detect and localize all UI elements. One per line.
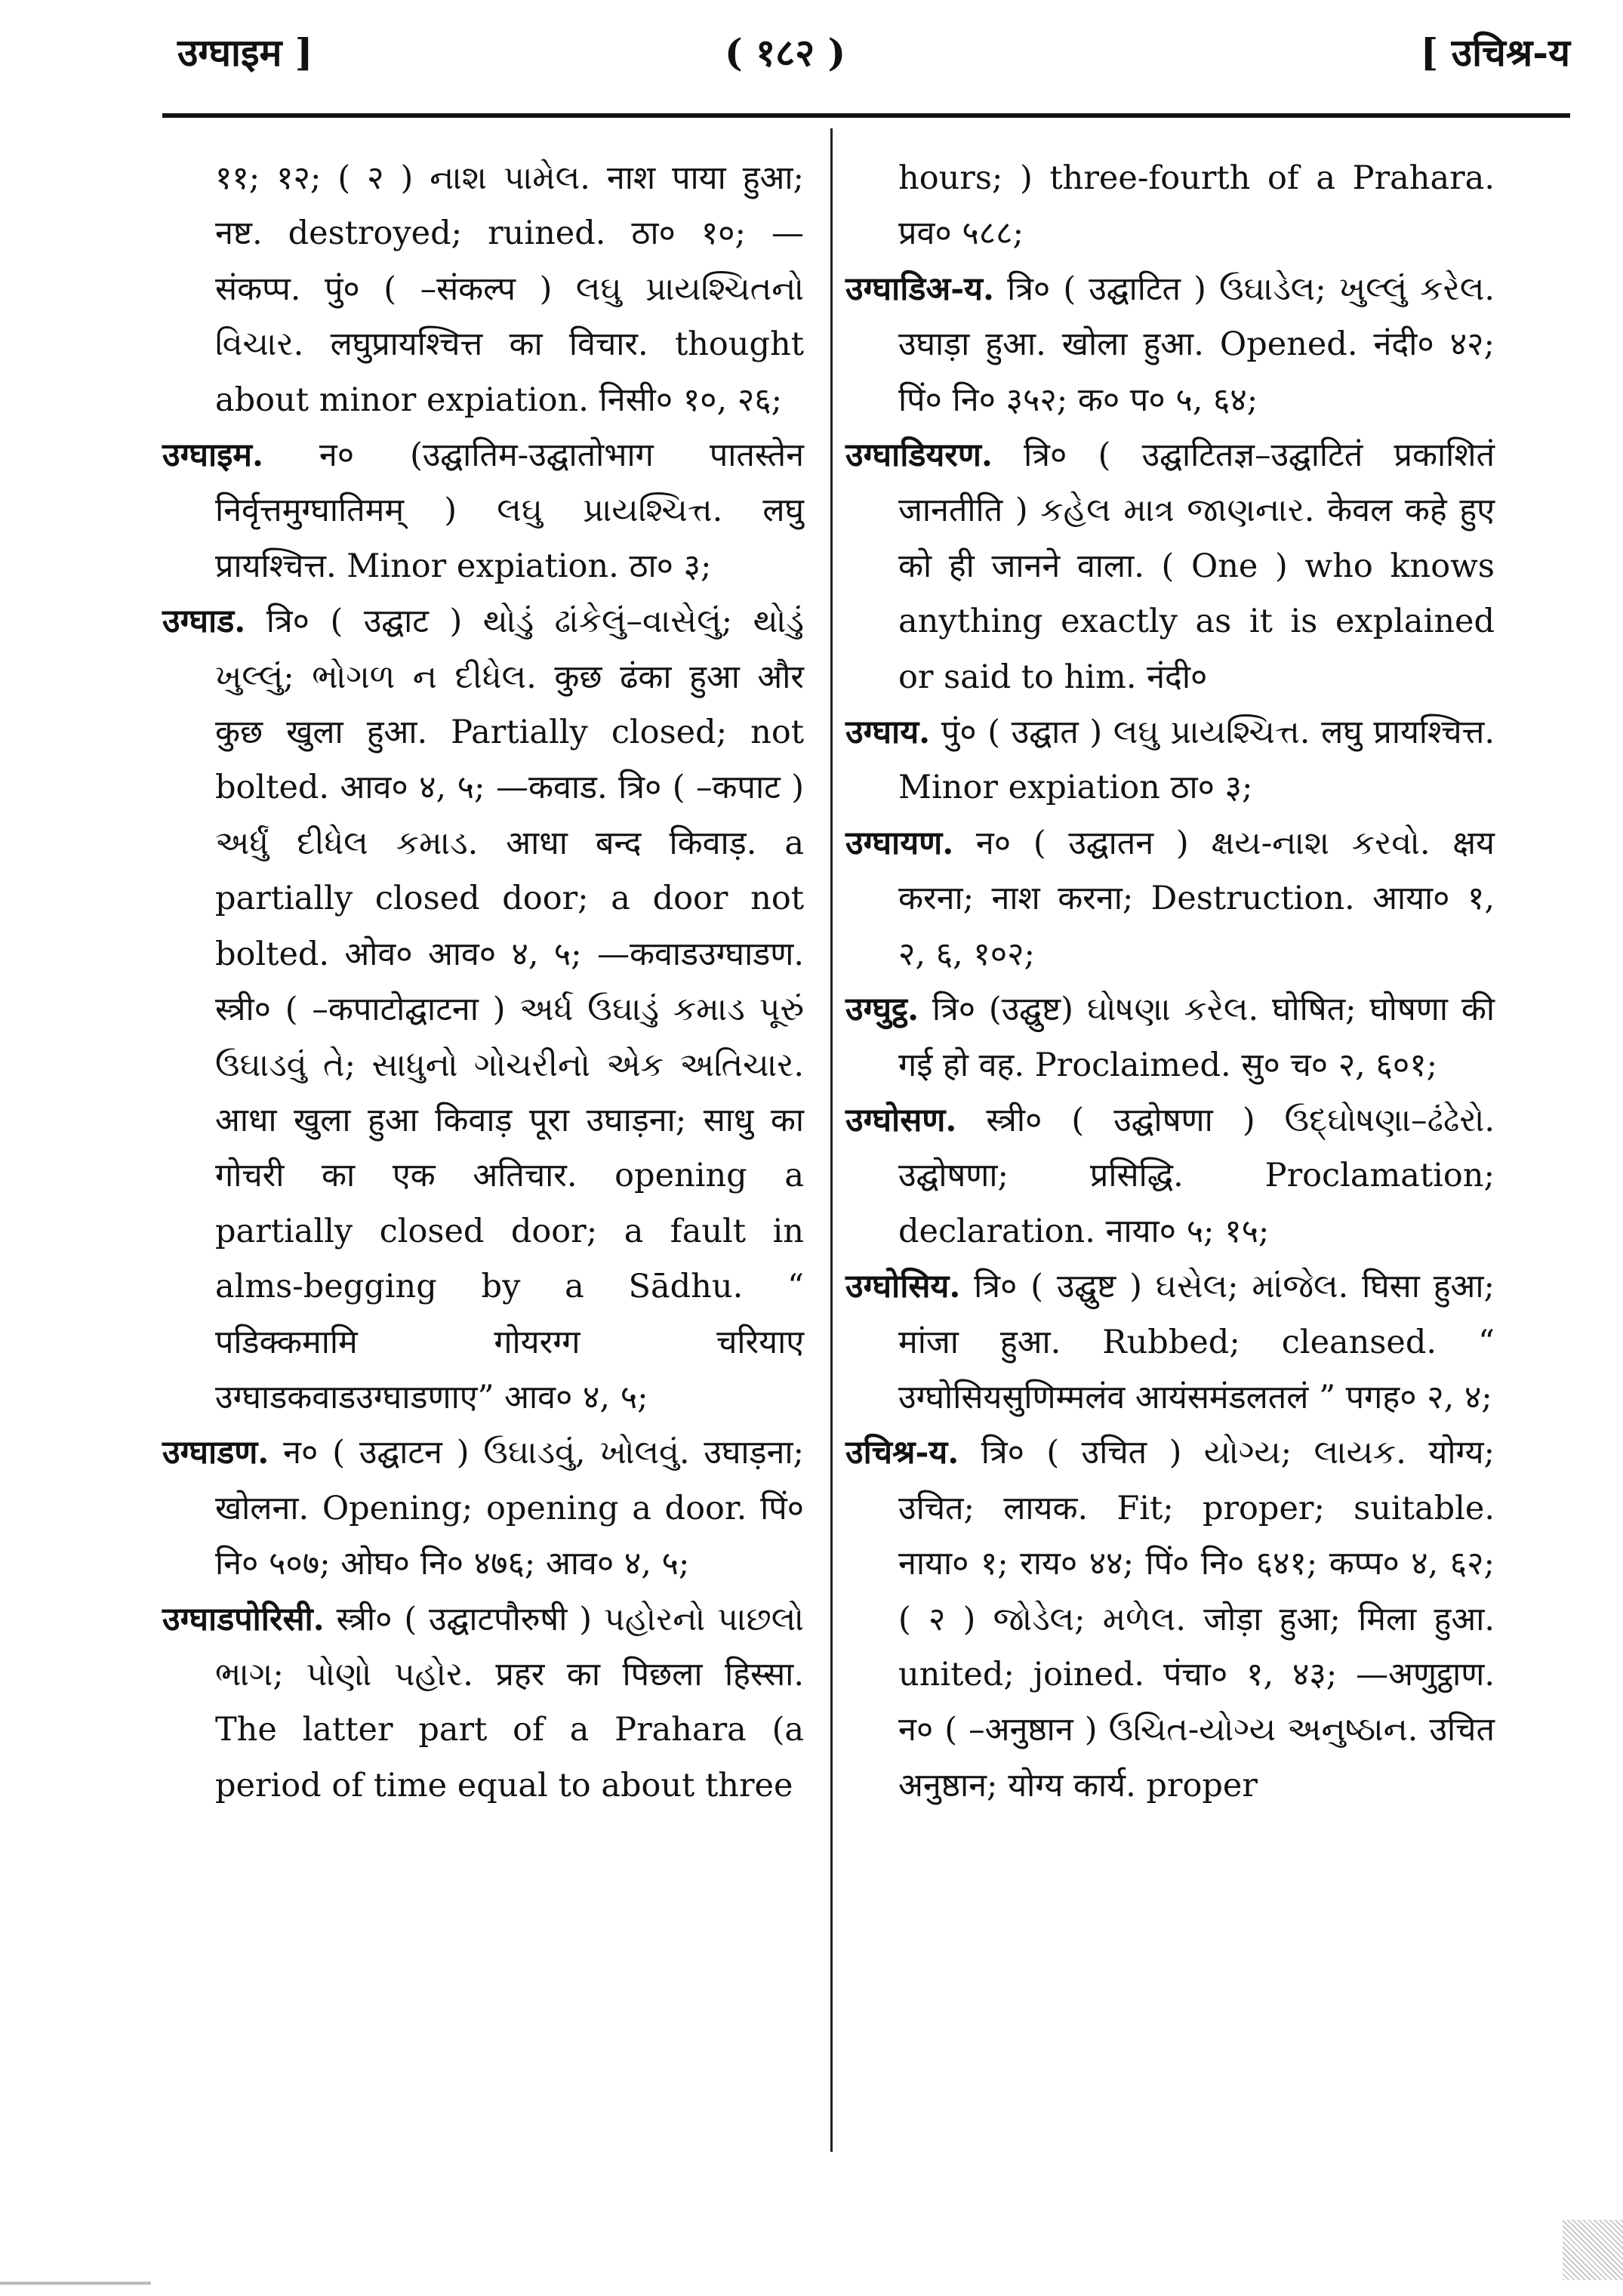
entry-text: न० ( उद्घातन ) ક્ષય-નાશ કરવો. क्षय करना; नाश करना; Destruction. आया० १, २, ६, १०२; xyxy=(898,824,1495,973)
entry-text: hours; ) three-fourth of a Prahara. प्रव० ५८८; xyxy=(898,159,1495,253)
scan-corner-mark xyxy=(1563,2220,1623,2280)
headword: उग्घायण. xyxy=(845,824,954,862)
headword: उग्घाड. xyxy=(162,603,246,641)
dictionary-entry xyxy=(845,1093,1495,1259)
dictionary-entry xyxy=(845,982,1495,1093)
entry-text: स्त्री० ( उद्घाटपौरुषी ) પહોરનો પાછલો ભાગ; પોણો પહોર. प्रहर का पिछला हिस्सा. The latter part of a Prahara (a period of time equal to about three xyxy=(215,1600,804,1804)
page-number: ( १८२ ) xyxy=(725,30,846,75)
right-column xyxy=(845,151,1495,1814)
headword: उग्घाइम. xyxy=(162,436,263,475)
headword: उग्घाडिअ-य. xyxy=(845,270,994,308)
headword: उग्घाय. xyxy=(845,713,931,752)
left-column xyxy=(162,151,804,1814)
dictionary-entry xyxy=(162,594,804,1425)
headword: उग्घाडियरण. xyxy=(845,436,993,475)
entry-text: स्त्री० ( उद्घोषणा ) ઉદ્ઘોષણા–ઢંઢેરો. उद्घोषणा; प्रसिद्धि. Proclamation; declaration. नाया० ५; १५; xyxy=(898,1101,1495,1250)
headword: उग्घुट्ठ. xyxy=(845,991,919,1029)
entry-text: त्रि० ( उद्घाटित ) ઉઘાડેલ; ખુલ્લું કરેલ. उघाड़ा हुआ. खोला हुआ. Opened. नंदी० ४२; पिं० नि० ३५२; क० प० ५, ६४; xyxy=(898,270,1495,419)
dictionary-entry xyxy=(845,151,1495,262)
dictionary-entry xyxy=(845,1259,1495,1425)
dictionary-entry xyxy=(845,816,1495,982)
dictionary-entry xyxy=(162,428,804,594)
running-head-right: [ उचिश्र-य xyxy=(1420,30,1570,75)
running-head-left: उग्घाइम ] xyxy=(177,30,313,75)
headword: उग्घाडण. xyxy=(162,1434,269,1472)
headword: उग्घाडपोरिसी. xyxy=(162,1600,325,1638)
headword: उचिश्र-य. xyxy=(845,1434,959,1472)
dictionary-entry xyxy=(162,1592,804,1814)
dictionary-entry xyxy=(845,705,1495,816)
column-divider xyxy=(830,128,833,2152)
entry-text: त्रि० ( उद्घुष्ट ) ઘસેલ; માંજેલ. घिसा हुआ; मांजा हुआ. Rubbed; cleansed. “ उग्घोसियसुणिम्मलंव आयंसमंडलतलं ” पगह० २, ४; xyxy=(898,1268,1495,1416)
scan-edge-mark xyxy=(0,2282,151,2285)
header-rule xyxy=(162,113,1570,118)
entry-text: त्रि० ( उद्घाट ) થોડું ઢાંકેલું–વાસેલું; થોડું ખુલ્લું; ભોગળ ન દીધેલ. कुछ ढंका हुआ और कुछ खुला हुआ. Partially closed; not bolted. आव० ४, ५; —कवाड. त्रि० ( –कपाट ) અર્ધું દીધેલ કમાડ. आधा बन्द किवाड़. a partially closed door; a door not bolted. ओव० आव० ४, ५; —कवाडउग्घाडण. स्त्री० ( –कपाटोद्घाटना ) અર્ધ ઉઘાડું કમાડ પૂરું ઉઘાડવું તે; સાધુનો ગોચરીનો એક અતિચાર. आधा खुला हुआ किवाड़ पूरा उघाड़ना; साधु का गोचरी का एक अतिचार. opening a partially closed door; a fault in alms-begging by a Sādhu. “ पडिक्कमामि गोयरग्ग चरियाए उग्घाडकवाडउग्घाडणाए” आव० ४, ५; xyxy=(215,603,804,1416)
dictionary-entry xyxy=(162,1425,804,1592)
headword: उग्घोसण. xyxy=(845,1101,957,1139)
entry-text: त्रि० ( उचित ) યોગ્ય; લાયક. योग्य; उचित; लायक. Fit; proper; suitable. नाया० १; राय० ४४; पिं० नि० ६४१; कप्प० ४, ६२; ( २ ) જોડેલ; મળેલ. जोड़ा हुआ; मिला हुआ. united; joined. पंचा० १, ४३; —अणुट्ठाण. न० ( –अनुष्ठान ) ઉચિત-યોગ્ય અનુષ્ઠાન. उचित अनुष्ठान; योग्य कार्य. proper xyxy=(898,1434,1495,1804)
entry-text: न० ( उद्घाटन ) ઉઘાડવું, ખોલવું. उघाड़ना; खोलना. Opening; opening a door. पिं० नि० ५०७; ओघ० नि० ४७६; आव० ४, ५; xyxy=(215,1434,804,1583)
entry-text: त्रि० (उद्घुष्ट) ઘોષણા કરેલ. घोषित; घोषणा की गई हो वह. Proclaimed. सु० च० २, ६०१; xyxy=(898,991,1495,1084)
entry-text: पुं० ( उद्घात ) લઘુ પ્રાયશ્ચિત્ત. लघु प्रायश्चित्त. Minor expiation ठा० ३; xyxy=(898,713,1495,807)
entry-text: ११; १२; ( २ ) નાશ પામેલ. नाश पाया हुआ; नष्ट. destroyed; ruined. ठा० १०; —संकप्प. पुं० ( –संकल्प ) લઘુ પ્રાયશ્ચિતનો વિચાર. लघुप्रायश्चित्त का विचार. thought about minor expiation. निसी० १०, २६; xyxy=(215,159,804,419)
entry-text: न० (उद्घातिम-उद्घातोभाग पातस्तेन निर्वृत्तमुग्घातिमम् ) લઘુ પ્રાયશ્ચિત્ત. लघु प्रायश्चित्त. Minor expiation. ठा० ३; xyxy=(215,436,804,585)
dictionary-entry xyxy=(845,1425,1495,1814)
dictionary-entry xyxy=(845,428,1495,705)
dictionary-entry xyxy=(162,151,804,428)
entry-text: त्रि० ( उद्घाटितज्ञ–उद्घाटितं प्रकाशितं जानतीति ) કહેલ માત્ર જાણનાર. केवल कहे हुए को ही जानने वाला. ( One ) who knows anything exactly as it is explained or said to him. नंदी० xyxy=(898,436,1495,696)
headword: उग्घोसिय. xyxy=(845,1268,961,1306)
dictionary-entry xyxy=(845,262,1495,428)
